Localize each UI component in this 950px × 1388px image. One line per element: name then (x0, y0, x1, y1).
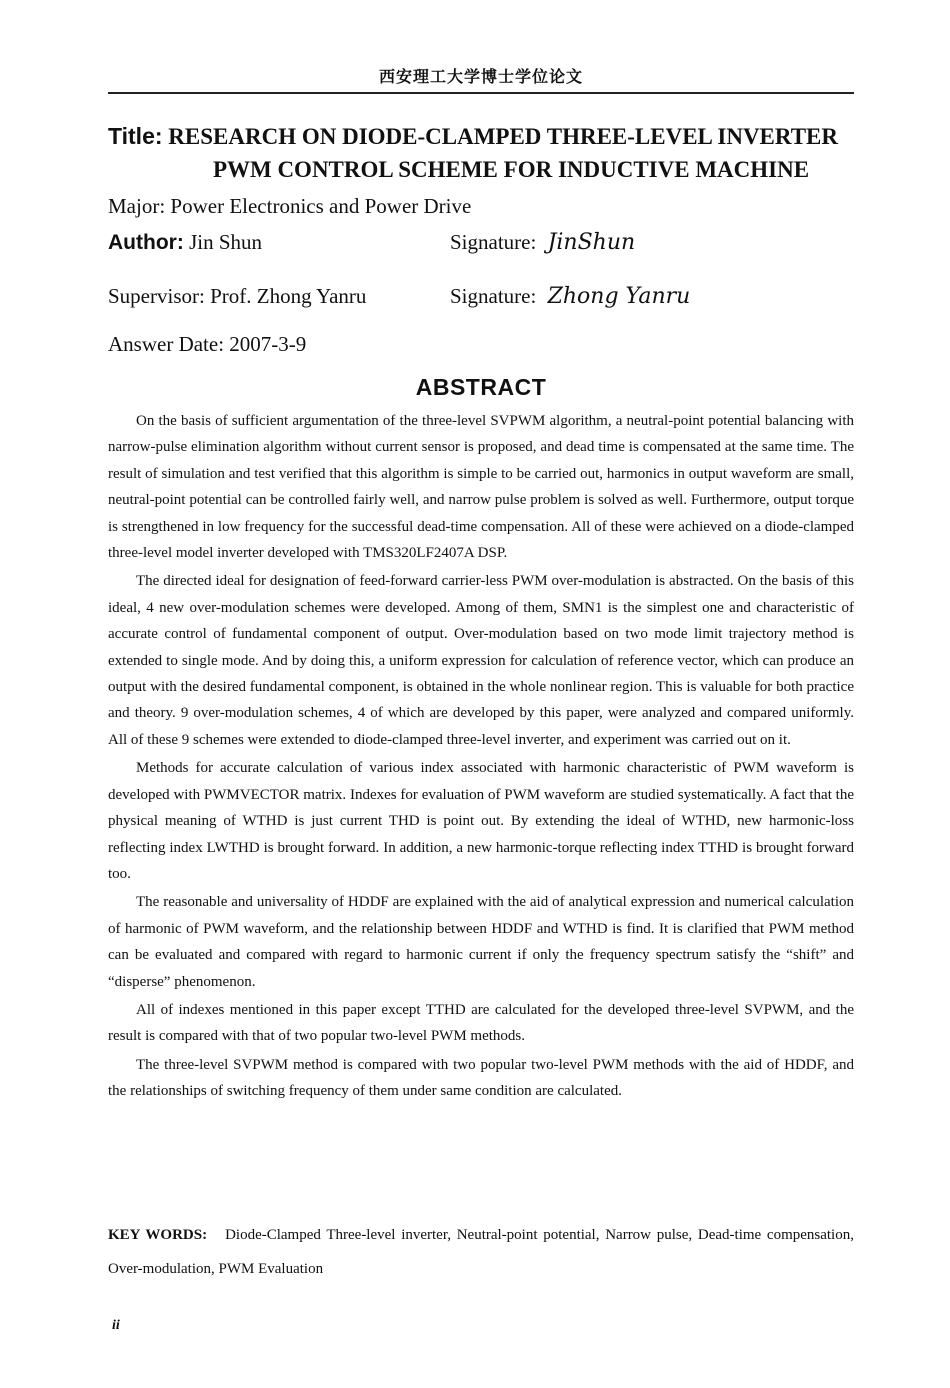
supervisor-label: Supervisor: (108, 284, 205, 308)
abstract-paragraph: All of indexes mentioned in this paper except TTHD are calculated for the developed three-level SVPWM, and the result is compared with that of two popular two-level PWM methods. (108, 1001, 854, 1045)
major-value: Power Electronics and Power Drive (170, 194, 472, 218)
major-row (108, 194, 471, 219)
page-number: ii (112, 1318, 120, 1333)
answer-date-label: Answer Date: (108, 332, 225, 356)
supervisor-signature-row (450, 284, 690, 309)
title-label: Title: (108, 123, 163, 149)
author-signature-row (450, 230, 635, 255)
thesis-title (108, 120, 854, 186)
abstract-paragraph: The reasonable and universality of HDDF are explained with the aid of analytical expression and numerical calculation of harmonic of PWM waveform, and the relationship between HDDF and WTHD is find. It is clarified that PWM method can be evaluated and compared with regard to harmonic current if only the frequency spectrum satisfy the “shift” and “disperse” phenomenon. (108, 894, 854, 990)
supervisor-value: Prof. Zhong Yanru (210, 284, 367, 308)
title-line-1 (108, 120, 854, 153)
author-signature-label: Signature: (450, 230, 537, 254)
author-label: Author: (108, 231, 184, 254)
abstract-paragraph: On the basis of sufficient argumentation of the three-level SVPWM algorithm, a neutral-point potential balancing with narrow-pulse elimination algorithm without current sensor is proposed, and dead time is compensated at the same time. The result of simulation and test verified that this algorithm is simple to be carried out, harmonics in output waveform are small, neutral-point potential can be controlled fairly well, and narrow pulse problem is solved as well. Furthermore, output torque is strengthened in low frequency for the successful dead-time compensation. All of these were achieved on a diode-clamped three-level model inverter developed with TMS320LF2407A DSP. (108, 413, 854, 562)
abstract-paragraph: Methods for accurate calculation of various index associated with harmonic characteristic of PWM waveform is developed with PWMVECTOR matrix. Indexes for evaluation of PWM waveform are studied systematically. A fact that the physical meaning of WTHD is just current THD is point out. By extending the ideal of WTHD, new harmonic-loss reflecting index LWTHD is brought forward. In addition, a new harmonic-torque reflecting index TTHD is brought forward too. (108, 760, 854, 882)
keywords-label: KEY WORDS: (108, 1227, 208, 1243)
abstract-paragraph: The three-level SVPWM method is compared with two popular two-level PWM methods with the aid of HDDF, and the relationships of switching frequency of them under same condition are calculated. (108, 1056, 854, 1100)
running-header: 西安理工大学博士学位论文 (378, 67, 583, 86)
abstract-paragraph: The directed ideal for designation of feed-forward carrier-less PWM over-modulation is abstracted. On the basis of this ideal, 4 new over-modulation schemes were developed. Among of them, SMN1 is the simplest one and characteristic of accurate control of fundamental component of output. Over-modulation based on two mode limit trajectory method is extended to single mode. And by doing this, a uniform expression for calculation of reference vector, which can produce an output with the desired fundamental component, is obtained in the whole nonlinear region. This is valuable for both practice and theory. 9 over-modulation schemes, 4 of which are developed by this paper, were analyzed and compared uniformly. All of these 9 schemes were extended to diode-clamped three-level inverter, and experiment was carried out on it. (108, 573, 854, 748)
abstract-body (108, 408, 854, 1105)
supervisor-row (108, 284, 366, 309)
answer-date-row (108, 332, 306, 357)
title-line-2: PWM CONTROL SCHEME FOR INDUCTIVE MACHINE (212, 157, 810, 182)
keywords-text: Diode-Clamped Three-level inverter, Neutral-point potential, Narrow pulse, Dead-time compensation, Over-modulation, PWM Evaluation (108, 1227, 854, 1277)
author-value: Jin Shun (189, 230, 262, 254)
author-signature: JinShun (547, 230, 636, 255)
answer-date-value: 2007-3-9 (229, 332, 307, 356)
header-rule (108, 92, 854, 94)
keywords (108, 1218, 854, 1286)
supervisor-signature: Zhong Yanru (547, 284, 691, 309)
major-label: Major: (108, 194, 166, 218)
abstract-heading: ABSTRACT (415, 374, 547, 400)
title-text-1: RESEARCH ON DIODE-CLAMPED THREE-LEVEL INVERTER (168, 124, 838, 149)
author-row (108, 230, 262, 255)
supervisor-signature-label: Signature: (450, 284, 537, 308)
